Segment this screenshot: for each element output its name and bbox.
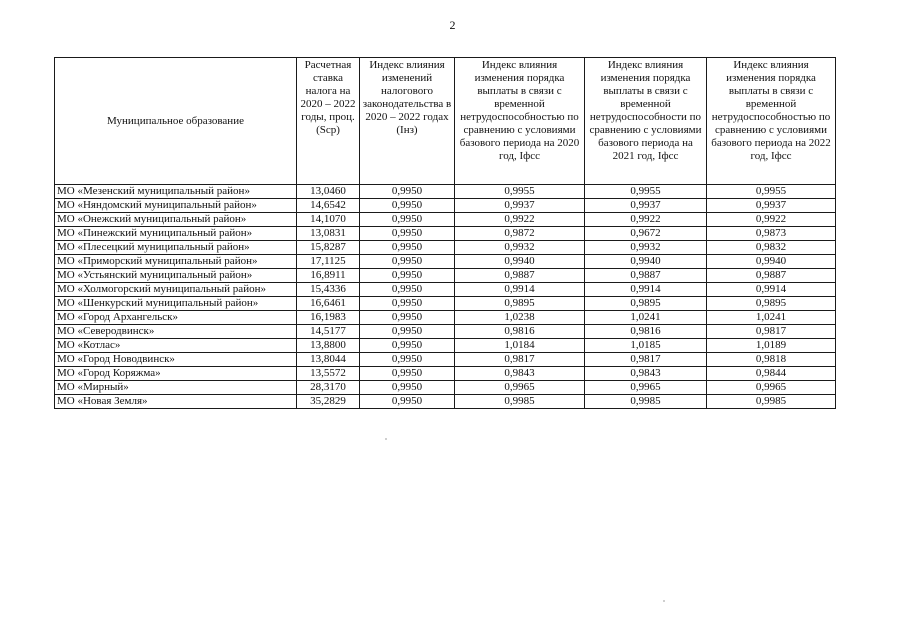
table-row: [55, 199, 836, 213]
cell-fss-2021: 0,9940: [585, 255, 707, 269]
cell-legislation-index: 0,9950: [360, 269, 455, 283]
cell-fss-2020: 0,9816: [455, 325, 585, 339]
cell-municipality: МО «Онежский муниципальный район»: [55, 213, 297, 227]
cell-tax-rate: 16,8911: [297, 269, 360, 283]
cell-fss-2020: 1,0238: [455, 311, 585, 325]
cell-fss-2020: 0,9985: [455, 395, 585, 409]
cell-fss-2020: 0,9965: [455, 381, 585, 395]
cell-fss-2022: 0,9817: [707, 325, 836, 339]
cell-fss-2022: 1,0189: [707, 339, 836, 353]
table-row: [55, 395, 836, 409]
cell-municipality: МО «Устьянский муниципальный район»: [55, 269, 297, 283]
cell-fss-2021: 0,9985: [585, 395, 707, 409]
table-row: [55, 311, 836, 325]
header-municipality: Муниципальное образование: [55, 58, 297, 185]
cell-fss-2021: 1,0185: [585, 339, 707, 353]
cell-fss-2020: 1,0184: [455, 339, 585, 353]
cell-municipality: МО «Шенкурский муниципальный район»: [55, 297, 297, 311]
header-fss-index-2020: Индекс влияния изменения порядка выплаты в связи с временной нетрудоспособностью по сравнению с условиями базового периода на 2020 год, Iфсс: [455, 58, 585, 185]
cell-fss-2020: 0,9955: [455, 185, 585, 199]
table-row: [55, 185, 836, 199]
cell-fss-2022: 1,0241: [707, 311, 836, 325]
cell-tax-rate: 35,2829: [297, 395, 360, 409]
cell-municipality: МО «Котлас»: [55, 339, 297, 353]
table-row: [55, 213, 836, 227]
cell-fss-2020: 0,9843: [455, 367, 585, 381]
header-legislation-index: Индекс влияния изменений налогового законодательства в 2020 – 2022 годах (Iнз): [360, 58, 455, 185]
cell-municipality: МО «Пинежский муниципальный район»: [55, 227, 297, 241]
cell-fss-2022: 0,9887: [707, 269, 836, 283]
table-row: [55, 269, 836, 283]
cell-fss-2020: 0,9817: [455, 353, 585, 367]
cell-tax-rate: 14,5177: [297, 325, 360, 339]
cell-tax-rate: 13,8044: [297, 353, 360, 367]
table-row: [55, 241, 836, 255]
cell-municipality: МО «Город Архангельск»: [55, 311, 297, 325]
header-fss-index-2022: Индекс влияния изменения порядка выплаты в связи с временной нетрудоспособностью по сравнению с условиями базового периода на 2022 год, Iфсс: [707, 58, 836, 185]
cell-tax-rate: 13,5572: [297, 367, 360, 381]
cell-legislation-index: 0,9950: [360, 367, 455, 381]
table-row: [55, 227, 836, 241]
cell-tax-rate: 13,8800: [297, 339, 360, 353]
cell-fss-2022: 0,9844: [707, 367, 836, 381]
cell-fss-2022: 0,9940: [707, 255, 836, 269]
cell-municipality: МО «Няндомский муниципальный район»: [55, 199, 297, 213]
cell-fss-2021: 0,9817: [585, 353, 707, 367]
cell-tax-rate: 17,1125: [297, 255, 360, 269]
cell-fss-2020: 0,9922: [455, 213, 585, 227]
cell-tax-rate: 28,3170: [297, 381, 360, 395]
cell-fss-2021: 0,9955: [585, 185, 707, 199]
cell-legislation-index: 0,9950: [360, 353, 455, 367]
cell-fss-2021: 0,9937: [585, 199, 707, 213]
cell-fss-2022: 0,9818: [707, 353, 836, 367]
cell-legislation-index: 0,9950: [360, 255, 455, 269]
cell-fss-2022: 0,9832: [707, 241, 836, 255]
municipal-tax-index-table: [54, 57, 836, 409]
cell-fss-2021: 0,9895: [585, 297, 707, 311]
table-row: [55, 367, 836, 381]
cell-tax-rate: 13,0831: [297, 227, 360, 241]
cell-fss-2022: 0,9985: [707, 395, 836, 409]
table-row: [55, 353, 836, 367]
cell-fss-2021: 0,9887: [585, 269, 707, 283]
table-row: [55, 283, 836, 297]
cell-municipality: МО «Новая Земля»: [55, 395, 297, 409]
cell-municipality: МО «Приморский муниципальный район»: [55, 255, 297, 269]
cell-tax-rate: 15,8287: [297, 241, 360, 255]
cell-fss-2022: 0,9922: [707, 213, 836, 227]
cell-tax-rate: 16,6461: [297, 297, 360, 311]
cell-fss-2021: 0,9932: [585, 241, 707, 255]
cell-fss-2021: 0,9965: [585, 381, 707, 395]
cell-fss-2022: 0,9914: [707, 283, 836, 297]
cell-fss-2022: 0,9873: [707, 227, 836, 241]
cell-municipality: МО «Северодвинск»: [55, 325, 297, 339]
table-row: [55, 381, 836, 395]
cell-fss-2021: 0,9843: [585, 367, 707, 381]
cell-legislation-index: 0,9950: [360, 283, 455, 297]
cell-tax-rate: 15,4336: [297, 283, 360, 297]
cell-legislation-index: 0,9950: [360, 241, 455, 255]
table-row: [55, 255, 836, 269]
cell-fss-2021: 0,9816: [585, 325, 707, 339]
cell-tax-rate: 14,6542: [297, 199, 360, 213]
scan-speck: [385, 438, 387, 440]
cell-legislation-index: 0,9950: [360, 227, 455, 241]
cell-municipality: МО «Мезенский муниципальный район»: [55, 185, 297, 199]
cell-fss-2020: 0,9895: [455, 297, 585, 311]
cell-fss-2021: 0,9922: [585, 213, 707, 227]
cell-fss-2022: 0,9937: [707, 199, 836, 213]
table-row: [55, 339, 836, 353]
table-row: [55, 325, 836, 339]
header-fss-index-2021: Индекс влияния изменения порядка выплаты в связи с временной нетрудоспособности по сравнению с условиями базового периода на 2021 год, Iфсс: [585, 58, 707, 185]
cell-fss-2022: 0,9895: [707, 297, 836, 311]
cell-legislation-index: 0,9950: [360, 297, 455, 311]
cell-legislation-index: 0,9950: [360, 185, 455, 199]
cell-municipality: МО «Холмогорский муниципальный район»: [55, 283, 297, 297]
cell-legislation-index: 0,9950: [360, 199, 455, 213]
cell-tax-rate: 14,1070: [297, 213, 360, 227]
cell-legislation-index: 0,9950: [360, 395, 455, 409]
cell-fss-2022: 0,9955: [707, 185, 836, 199]
cell-fss-2020: 0,9932: [455, 241, 585, 255]
cell-legislation-index: 0,9950: [360, 311, 455, 325]
cell-tax-rate: 16,1983: [297, 311, 360, 325]
scan-speck: [663, 600, 665, 602]
page-number: 2: [449, 18, 456, 32]
cell-municipality: МО «Плесецкий муниципальный район»: [55, 241, 297, 255]
header-tax-rate: Расчетная ставка налога на 2020 – 2022 годы, проц. (Scp): [297, 58, 360, 185]
cell-legislation-index: 0,9950: [360, 339, 455, 353]
cell-fss-2020: 0,9937: [455, 199, 585, 213]
cell-legislation-index: 0,9950: [360, 213, 455, 227]
cell-fss-2020: 0,9914: [455, 283, 585, 297]
cell-legislation-index: 0,9950: [360, 381, 455, 395]
cell-municipality: МО «Город Новодвинск»: [55, 353, 297, 367]
cell-tax-rate: 13,0460: [297, 185, 360, 199]
cell-fss-2021: 0,9672: [585, 227, 707, 241]
cell-legislation-index: 0,9950: [360, 325, 455, 339]
table-row: [55, 297, 836, 311]
cell-fss-2022: 0,9965: [707, 381, 836, 395]
cell-fss-2020: 0,9872: [455, 227, 585, 241]
cell-fss-2021: 1,0241: [585, 311, 707, 325]
cell-fss-2020: 0,9940: [455, 255, 585, 269]
cell-fss-2021: 0,9914: [585, 283, 707, 297]
cell-municipality: МО «Мирный»: [55, 381, 297, 395]
cell-fss-2020: 0,9887: [455, 269, 585, 283]
table-header-row: [55, 58, 836, 185]
cell-municipality: МО «Город Коряжма»: [55, 367, 297, 381]
